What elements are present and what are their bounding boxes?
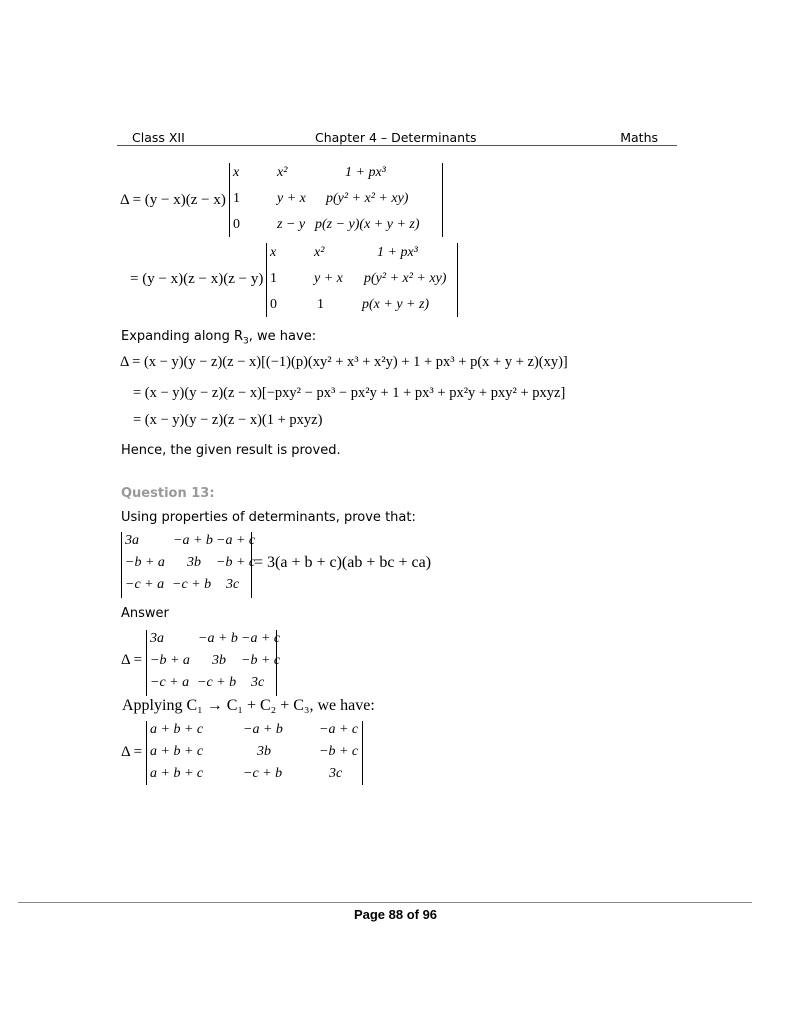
header-class: Class XII <box>132 130 185 145</box>
conclusion-text: Hence, the given result is proved. <box>121 443 341 458</box>
row-subscript: 3 <box>243 336 249 347</box>
header-subject: Maths <box>620 130 658 145</box>
det-cell: 3a <box>150 631 164 646</box>
det-cell: −b + a <box>125 555 165 570</box>
det-cell: −c + b <box>243 766 283 781</box>
det-cell: 3b <box>212 653 226 668</box>
det-cell: 3b <box>257 744 271 759</box>
det-cell: 1 <box>270 271 277 286</box>
expansion-line-2: = (x − y)(y − z)(z − x)[−pxy² − px³ − px²y + 1 + px³ + px²y + pxy² + pxyz] <box>133 385 566 401</box>
det-cell: −c + b <box>197 675 237 690</box>
page-number: Page 88 of 96 <box>353 907 438 922</box>
det-cell: −c + b <box>172 577 212 592</box>
expanding-note <box>121 329 317 347</box>
det-cell: x <box>270 245 277 260</box>
answer-label: Answer <box>121 606 169 621</box>
footer-divider <box>18 902 752 903</box>
det-cell: p(y² + x² + xy) <box>364 271 447 286</box>
question-prompt: Using properties of determinants, prove that: <box>121 510 416 525</box>
question-determinant <box>121 532 256 598</box>
step2-lhs: = (y − x)(z − x)(z − y) <box>130 271 264 287</box>
det-cell: z − y <box>277 217 306 232</box>
det-cell: 0 <box>233 217 240 232</box>
det-cell: a + b + c <box>150 722 204 737</box>
header-divider <box>117 145 677 146</box>
det-cell: −c + a <box>125 577 165 592</box>
det-cell: y + x <box>277 191 306 206</box>
det-cell: a + b + c <box>150 766 204 781</box>
expanding-tail: , we have: <box>248 329 317 344</box>
det-cell: −a + b <box>173 533 213 548</box>
det-cell: 3c <box>329 766 343 781</box>
det-cell: −c + a <box>150 675 190 690</box>
det-cell: p(y² + x² + xy) <box>326 191 409 206</box>
det-cell: p(x + y + z) <box>362 297 430 312</box>
det-cell: 1 + px³ <box>345 165 386 180</box>
det-cell: 3a <box>125 533 139 548</box>
step1-determinant <box>229 163 443 237</box>
det-cell: 3c <box>226 577 240 592</box>
result-determinant <box>146 721 363 785</box>
det-cell: 1 <box>317 297 324 312</box>
det-cell: p(z − y)(x + y + z) <box>315 217 420 232</box>
expansion-line-1: Δ = (x − y)(y − z)(z − x)[(−1)(p)(xy² + x³ + x²y) + 1 + px³ + p(x + y + z)(xy)] <box>120 354 568 370</box>
det-cell: y + x <box>314 271 343 286</box>
answer-lhs: Δ = <box>121 652 143 668</box>
page-header <box>118 130 676 146</box>
question-rhs: = 3(a + b + c)(ab + bc + ca) <box>254 554 432 571</box>
det-cell: x <box>233 165 240 180</box>
question-heading: Question 13: <box>121 486 215 501</box>
applying-text: Applying C₁ → C₁ + C₂ + C₃, we have: <box>122 697 375 714</box>
det-cell: 0 <box>270 297 277 312</box>
det-cell: x² <box>277 165 288 180</box>
header-chapter: Chapter 4 – Determinants <box>315 130 477 145</box>
det-cell: −b + c <box>319 744 359 759</box>
det-cell: −b + c <box>241 653 281 668</box>
det-cell: −a + b <box>198 631 238 646</box>
det-cell: −a + c <box>216 533 256 548</box>
det-cell: −b + a <box>150 653 190 668</box>
det-cell: a + b + c <box>150 744 204 759</box>
expansion-line-3: = (x − y)(y − z)(z − x)(1 + pxyz) <box>133 412 323 428</box>
det-cell: 3b <box>187 555 201 570</box>
expanding-label: Expanding along R <box>121 329 244 344</box>
det-cell: −a + c <box>241 631 281 646</box>
det-cell: 1 <box>233 191 240 206</box>
step1-lhs: Δ = (y − x)(z − x) <box>120 192 226 208</box>
det-cell: 1 + px³ <box>377 245 418 260</box>
det-cell: −b + c <box>216 555 256 570</box>
result-lhs: Δ = <box>121 744 143 760</box>
det-cell: −a + b <box>243 722 283 737</box>
answer-determinant <box>146 630 281 696</box>
det-cell: 3c <box>251 675 265 690</box>
step2-determinant <box>266 243 458 317</box>
det-cell: x² <box>314 245 325 260</box>
det-cell: −a + c <box>319 722 359 737</box>
